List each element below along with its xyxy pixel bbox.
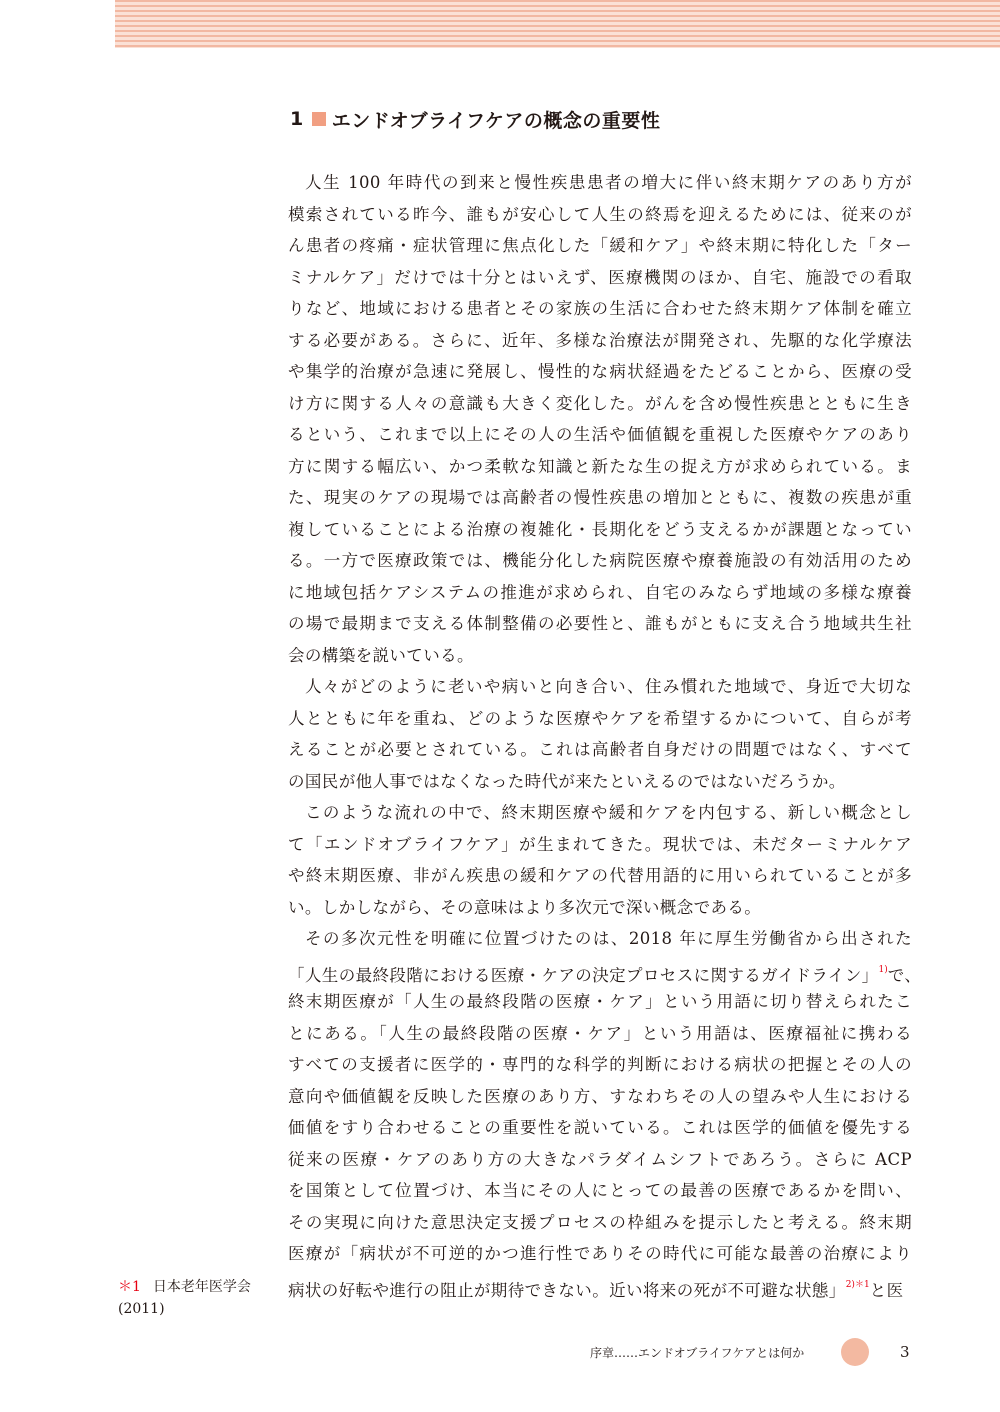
text-line: 会の構築を説いている。 bbox=[288, 645, 474, 665]
text-line: とにある。「人生の最終段階の医療・ケア」という用語は、医療福祉に携わる bbox=[288, 1023, 912, 1043]
text-line: ん患者の疼痛・症状管理に焦点化した「緩和ケア」や終末期に特化した「ター bbox=[288, 236, 912, 255]
text-line: 方に関する幅広い、かつ柔軟な知識と新たな生の捉え方が求められている。ま bbox=[288, 456, 912, 476]
text-segment: 病状の好転や進行の阻止が期待できない。近い将来の死が不可避な状態」 bbox=[288, 1280, 846, 1300]
text-line: 医療が「病状が不可逆的かつ進行性でありその時代に可能な最善の治療により bbox=[288, 1244, 912, 1263]
text-segment: 「人生の最終段階における医療・ケアの決定プロセスに関するガイドライン」 bbox=[288, 965, 879, 985]
section-number: 1 bbox=[290, 108, 304, 130]
text-line: ミナルケア」だけでは十分とはいえず、医療機関のほか、自宅、施設での看取 bbox=[288, 267, 912, 287]
page-number: 3 bbox=[900, 1343, 910, 1361]
text-line: に地域包括ケアシステムの推進が求められ、自宅のみならず地域の多様な療養 bbox=[288, 582, 912, 602]
text-line: た、現実のケアの現場では高齢者の慢性疾患の増加とともに、複数の疾患が重 bbox=[288, 488, 912, 507]
text-line: 複していることによる治療の複雑化・長期化をどう支えるかが課題となってい bbox=[288, 519, 912, 539]
section-heading bbox=[290, 106, 660, 132]
text-line: を国策として位置づけ、本当にその人にとっての最善の医療であるかを問い、 bbox=[288, 1181, 912, 1200]
text-line: する必要がある。さらに、近年、多様な治療法が開発され、先駆的な化学療法 bbox=[288, 330, 912, 350]
text-line: け方に関する人々の意識も大きく変化した。がんを含め慢性疾患とともに生き bbox=[288, 393, 912, 413]
text-line-with-ref bbox=[288, 955, 922, 987]
text-line: 終末期医療が「人生の最終段階の医療・ケア」という用語に切り替えられたこ bbox=[288, 992, 912, 1011]
text-line: このような流れの中で、終末期医療や緩和ケアを内包する、新しい概念とし bbox=[305, 803, 912, 822]
header-decorative-band bbox=[115, 0, 1000, 48]
text-line: 模索されている昨今、誰もが安心して人生の終焉を迎えるためには、従来のが bbox=[288, 204, 912, 224]
text-line: 人とともに年を重ね、どのような医療やケアを希望するかについて、自らが考 bbox=[288, 708, 912, 728]
text-line: りなど、地域における患者とその家族の生活に合わせた終末期ケア体制を確立 bbox=[288, 299, 912, 318]
text-line: るという、これまで以上にその人の生活や価値観を重視した医療やケアのあり bbox=[288, 425, 912, 444]
text-line: や終末期医療、非がん疾患の緩和ケアの代替用語的に用いられていることが多 bbox=[288, 866, 912, 885]
text-line: 従来の医療・ケアのあり方の大きなパラダイムシフトであろう。さらに ACP bbox=[288, 1149, 912, 1169]
text-line: 人々がどのように老いや病いと向き合い、住み慣れた地域で、身近で大切な bbox=[305, 677, 912, 696]
footer-chapter-title: 序章……エンドオブライフケアとは何か bbox=[590, 1346, 805, 1360]
section-title: エンドオブライフケアの概念の重要性 bbox=[331, 109, 661, 132]
text-segment: で、 bbox=[887, 965, 922, 985]
text-line: えることが必要とされている。これは高齢者自身だけの問題ではなく、すべて bbox=[288, 740, 912, 759]
text-line: の国民が他人事ではなくなった時代が来たといえるのではないだろうか。 bbox=[288, 771, 846, 791]
text-line: その多次元性を明確に位置づけたのは、2018 年に厚生労働省から出された bbox=[305, 929, 912, 948]
text-line: 人生 100 年時代の到来と慢性疾患患者の増大に伴い終末期ケアのあり方が bbox=[305, 173, 912, 192]
text-line: すべての支援者に医学的・専門的な科学的判断における病状の把握とその人の bbox=[288, 1055, 912, 1074]
sidenote-text: 日本老年医学会 (2011) bbox=[118, 1279, 251, 1317]
text-line: や集学的治療が急速に発展し、慢性的な病状経過をたどることから、医療の受 bbox=[288, 362, 912, 381]
sidenote-mark: ＊1 bbox=[118, 1279, 141, 1295]
footnote-ref-1: 1) bbox=[878, 964, 888, 975]
body-text bbox=[288, 167, 922, 1301]
footer-circle-icon bbox=[841, 1338, 869, 1366]
text-line: い。しかしながら、その意味はより多次元で深い概念である。 bbox=[288, 897, 762, 917]
text-line: の場で最期まで支える体制整備の必要性と、誰もがともに支え合う地域共生社 bbox=[288, 614, 912, 633]
text-line: その実現に向けた意思決定支援プロセスの枠組みを提示したと考える。終末期 bbox=[288, 1212, 912, 1232]
text-line: 意向や価値観を反映した医療のあり方、すなわちその人の望みや人生における bbox=[288, 1086, 912, 1106]
text-line-with-ref bbox=[288, 1270, 912, 1302]
text-segment: と医 bbox=[869, 1280, 904, 1300]
text-line: 価値をすり合わせることの重要性を説いている。これは医学的価値を優先する bbox=[288, 1118, 912, 1137]
text-line: る。一方で医療政策では、機能分化した病院医療や療養施設の有効活用のため bbox=[288, 551, 912, 570]
footnote-ref-2: 2)＊1 bbox=[845, 1279, 870, 1290]
square-marker-icon bbox=[312, 112, 326, 126]
text-line: て「エンドオブライフケア」が生まれてきた。現状では、未だターミナルケア bbox=[288, 834, 912, 854]
sidenote bbox=[118, 1276, 268, 1320]
